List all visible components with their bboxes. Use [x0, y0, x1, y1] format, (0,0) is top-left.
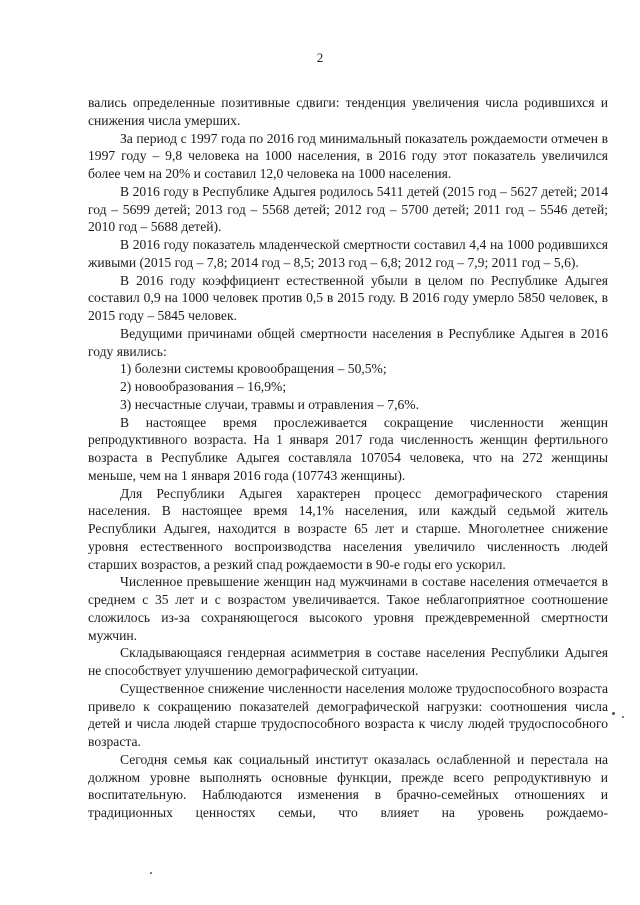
scan-speck	[612, 712, 615, 715]
paragraph-gender-excess: Численное превышение женщин над мужчинами в составе населения отмечается в среднем с 35 лет и с возрастом увеличивается. Такое неблагоприятное соотношение сложилось из-за сохраняющегося высокого уровня преждевременной смертности мужчин.	[88, 574, 608, 643]
paragraph-births-count: В 2016 году в Республике Адыгея родилось 5411 детей (2015 год – 5627 детей; 2014 год – 5699 детей; 2013 год – 5568 детей; 2012 год – 5700 детей; 2011 год – 5546 детей; 2010 год – 5688 детей).	[88, 183, 608, 235]
page-number: 2	[316, 50, 324, 65]
paragraph-infant-mortality: В 2016 году показатель младенческой смертности составил 4,4 на 1000 родившихся живыми (2015 год – 7,8; 2014 год – 8,5; 2013 год – 6,8; 2012 год – 7,9; 2011 год – 5,6).	[88, 237, 608, 270]
list-item-cause-3: 3) несчастные случаи, травмы и отравления – 7,6%.	[120, 396, 420, 412]
paragraph-reproductive-women: В настоящее время прослеживается сокращение численности женщин репродуктивного возраста. На 1 января 2017 года численность женщин фертильного возраста в Республике Адыгея составляла 107054 человека, что на 272 женщины меньше, чем на 1 января 2016 года (107743 женщины).	[88, 414, 608, 483]
paragraph-birth-rate: За период с 1997 года по 2016 год минимальный показатель рождаемости отмечен в 1997 году – 9,8 человека на 1000 населения, в 2016 году этот показатель увеличился более чем на 20% и составил 12,0 человека на 1000 населения.	[88, 130, 608, 181]
scan-speck	[150, 872, 152, 874]
list-item-cause-1: 1) болезни системы кровообращения – 50,5%;	[120, 361, 387, 377]
paragraph-continuation: вались определенные позитивные сдвиги: тенденция увеличения числа родившихся и снижения числа умерших.	[88, 95, 608, 128]
list-item-cause-2: 2) новообразования – 16,9%;	[120, 379, 287, 394]
paragraph-gender-asymmetry: Складывающаяся гендерная асимметрия в составе населения Республики Адыгея не способствует улучшению демографической ситуации.	[88, 645, 608, 678]
document-body	[88, 94, 608, 822]
paragraph-mortality-causes-intro: Ведущими причинами общей смертности населения в Республике Адыгея в 2016 году явились:	[88, 325, 608, 359]
paragraph-natural-decrease: В 2016 году коэффициент естественной убыли в целом по Республике Адыгея составил 0,9 на 1000 человек против 0,5 в 2015 году. В 2016 году умерло 5850 человек, в 2015 году – 5845 человек.	[88, 272, 608, 323]
scan-speck	[622, 716, 624, 718]
paragraph-demographic-load: Существенное снижение численности населения моложе трудоспособного возраста привело к сокращению показателей демографической нагрузки: соотношения числа детей и числа людей старше трудоспособного возраста к числу людей трудоспособного возраста.	[88, 680, 608, 749]
paragraph-family: Сегодня семья как социальный институт оказалась ослабленной и перестала на должном уровне выполнять основные функции, прежде всего репродуктивную и воспитательную. Наблюдаются изменения в брачно-семейных отношениях и традиционных ценностях семьи, что влияет на уровень рождаемо-	[88, 751, 608, 820]
paragraph-aging: Для Республики Адыгея характерен процесс демографического старения населения. В настоящее время 14,1% населения, или каждый седьмой житель Республики Адыгея, находится в возрасте 65 лет и старше. Многолетнее снижение уровня естественного воспроизводства населения увеличило численность людей старших возрастов, а резкий спад рождаемости в 90-е годы его ускорил.	[88, 485, 608, 572]
